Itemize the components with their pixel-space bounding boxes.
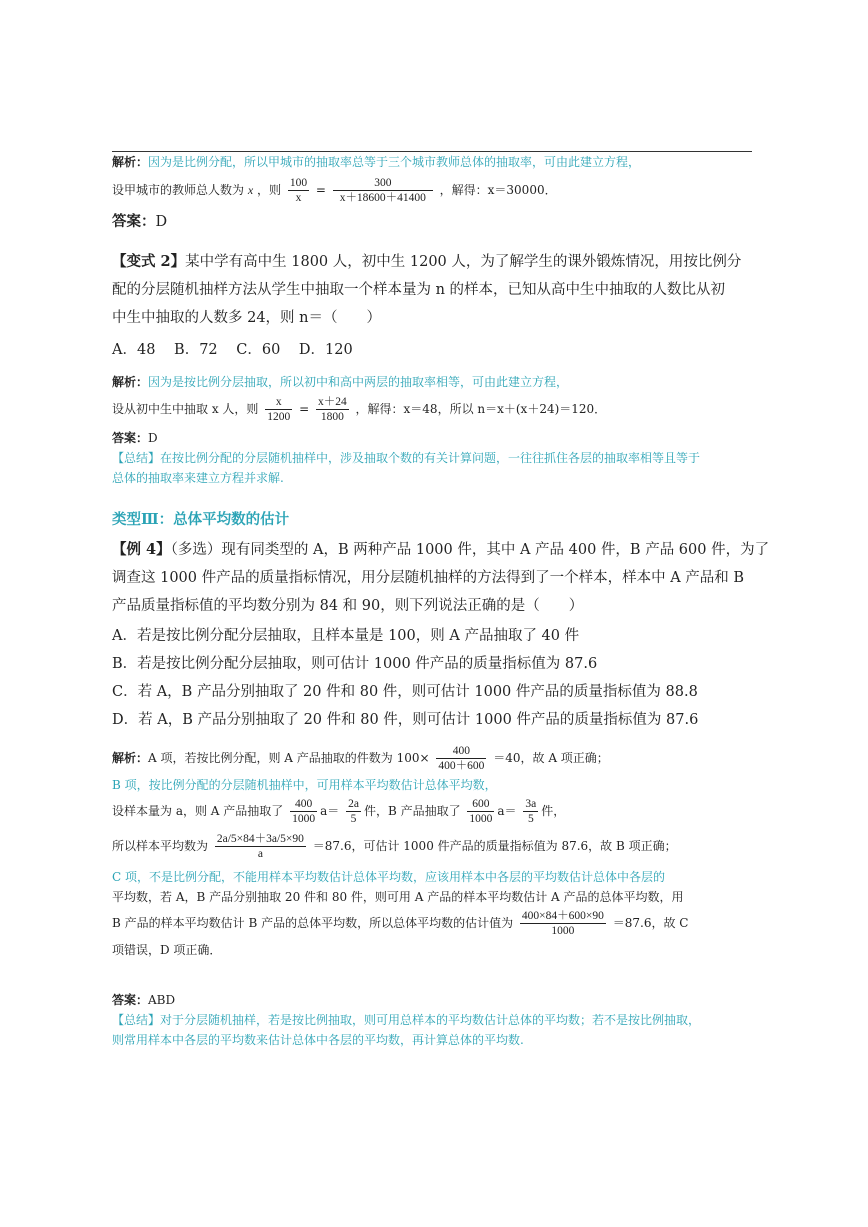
answer-value: D (155, 214, 168, 230)
solution-text: C 项，不是比例分配，不能用样本平均数估计总体平均数，应该用样本中各层的平均数估计总体中各层的 (112, 870, 666, 884)
solution-text: 因为是比例分配，所以甲城市的抽取率总等于三个城市教师总体的抽取率，可由此建立方程， (148, 155, 641, 169)
answer-label: 答案： (112, 431, 149, 445)
option-b: B．若是按比例分配分层抽取，则可估计 1000 件产品的质量指标值为 87.6 (112, 656, 598, 672)
example-tag: 【例 4】 (112, 541, 171, 558)
summary-text: 总体的抽取率来建立方程并求解. (112, 471, 284, 485)
answer-value: D (148, 431, 158, 445)
option-b: B．72 (174, 342, 218, 358)
solution-text: a＝ (497, 804, 517, 818)
option-a: A．48 (112, 342, 156, 358)
fraction: $\frac{100}{x}$ (289, 177, 308, 204)
question-text: 中生中抽取的人数多 24，则 n＝（ ） (112, 310, 382, 326)
example-4-options (112, 622, 757, 734)
fraction: $\frac{400}{400+600}$ (438, 745, 485, 772)
solution-text: B 项，按比例分配的分层随机抽样中，可用样本平均数估计总体平均数， (112, 778, 497, 792)
solution-text: a＝ (320, 804, 340, 818)
solution-text: 因为是按比例分层抽取，所以初中和高中两层的抽取率相等，可由此建立方程， (148, 375, 569, 389)
fraction: $\frac{400\times 84+600\times 90}{1000}$ (521, 910, 604, 937)
answer-1 (112, 208, 757, 236)
fraction: $\frac{3a}{5}$ (525, 798, 537, 825)
fraction: $\frac{300}{x+18600+41400}$ (333, 176, 433, 205)
summary-text: 对于分层随机抽样，若是按比例抽取，则可用总样本的平均数估计总体的平均数；若不是按比例抽取， (160, 1013, 701, 1027)
variant-2-options (112, 336, 757, 364)
answer-4 (112, 990, 757, 1010)
solution-text: 项错误，D 项正确． (112, 943, 222, 957)
answer-2 (112, 428, 757, 448)
equals-sign: = (299, 402, 310, 416)
option-d: D．若 A，B 产品分别抽取了 20 件和 80 件，则可估计 1000 件产品的质量指标值为 87.6 (112, 712, 699, 728)
option-d: D．120 (298, 342, 353, 358)
solution-text: 所以样本平均数为 (112, 839, 209, 853)
fraction: $\frac{2a/5\times 84+3a/5\times 90}{a}$ (216, 833, 304, 860)
question-text: 调查这 1000 件产品的质量指标情况，用分层随机抽样的方法得到了一个样本，样本中 A 产品和 B (112, 570, 745, 586)
equals-sign: = (315, 183, 326, 197)
solution-text: ＝40，故 A 项正确； (493, 751, 609, 765)
fraction: $\frac{400}{1000}$ (292, 798, 316, 825)
answer-label: 答案： (112, 993, 149, 1007)
answer-label: 答案： (112, 213, 156, 230)
option-c: C．60 (236, 342, 281, 358)
variable: x (247, 183, 254, 197)
example-4-question (112, 536, 770, 620)
question-text: 某中学有高中生 1800 人，初中生 1200 人，为了解学生的课外锻炼情况，用按比例分 (185, 254, 742, 270)
option-c: C．若 A，B 产品分别抽取了 20 件和 80 件，则可估计 1000 件产品的质量指标值为 88.8 (112, 684, 698, 700)
fraction: $\frac{600}{1000}$ (469, 798, 493, 825)
summary-tag: 【总结】 (112, 451, 161, 465)
solution-text: ，则 (257, 183, 282, 197)
variant-2-question (112, 248, 757, 332)
solution-text: ＝87.6，故 C (612, 916, 689, 930)
solution-4 (112, 744, 757, 960)
variant-tag: 【变式 2】 (112, 253, 186, 270)
answer-value: ABD (148, 993, 176, 1007)
solution-text: ，解得：x＝30000． (439, 183, 557, 197)
solution-text: B 产品的样本平均数估计 B 产品的总体平均数，所以总体平均数的估计值为 (112, 916, 514, 930)
solution-text: 设样本量为 a，则 A 产品抽取了 (112, 804, 284, 818)
solution-text: 件，B 产品抽取了 (363, 804, 461, 818)
fraction: $\frac{x+24}{1800}$ (317, 396, 347, 423)
summary-text: 则常用样本中各层的平均数来估计总体中各层的平均数，再计算总体的平均数. (112, 1033, 524, 1047)
solution-label: 解析： (112, 155, 149, 169)
solution-text: 设从初中生中抽取 x 人，则 (112, 402, 259, 416)
section-heading: 类型Ⅲ：总体平均数的估计 (112, 511, 290, 528)
solution-text: 平均数，若 A，B 产品分别抽取 20 件和 80 件，则可用 A 产品的样本平均数估计 A 产品的总体平均数，用 (112, 890, 684, 904)
question-text: 产品质量指标值的平均数分别为 84 和 90，则下列说法正确的是（ ） (112, 598, 584, 614)
solution-label: 解析： (112, 751, 149, 765)
option-a: A．若是按比例分配分层抽取，且样本量是 100，则 A 产品抽取了 40 件 (112, 628, 580, 644)
solution-text: 设甲城市的教师总人数为 (112, 183, 245, 197)
solution-text: 件， (541, 804, 566, 818)
question-text: 配的分层随机抽样方法从学生中抽取一个样本量为 n 的样本，已知从高中生中抽取的人数比从初 (112, 282, 726, 298)
summary-2 (112, 1010, 757, 1050)
solution-text: A 项，若按比例分配，则 A 产品抽取的件数为 100× (148, 751, 430, 765)
summary-text: 在按比例分配的分层随机抽样中，涉及抽取个数的有关计算问题，一往往抓住各层的抽取率相等且等于 (160, 451, 701, 465)
solution-text: ，解得：x＝48，所以 n＝x＋(x＋24)＝120． (355, 402, 607, 416)
solution-1 (112, 152, 757, 205)
solution-2 (112, 372, 757, 424)
fraction: $\frac{2a}{5}$ (348, 798, 359, 825)
fraction: $\frac{x}{1200}$ (267, 396, 291, 423)
solution-text: ＝87.6，可估计 1000 件产品的质量指标值为 87.6，故 B 项正确； (312, 839, 677, 853)
question-text: （多选）现有同类型的 A，B 两种产品 1000 件，其中 A 产品 400 件，B 产品 600 件，为了 (170, 542, 770, 558)
summary-tag: 【总结】 (112, 1013, 161, 1027)
summary-1 (112, 448, 757, 488)
solution-label: 解析： (112, 375, 149, 389)
